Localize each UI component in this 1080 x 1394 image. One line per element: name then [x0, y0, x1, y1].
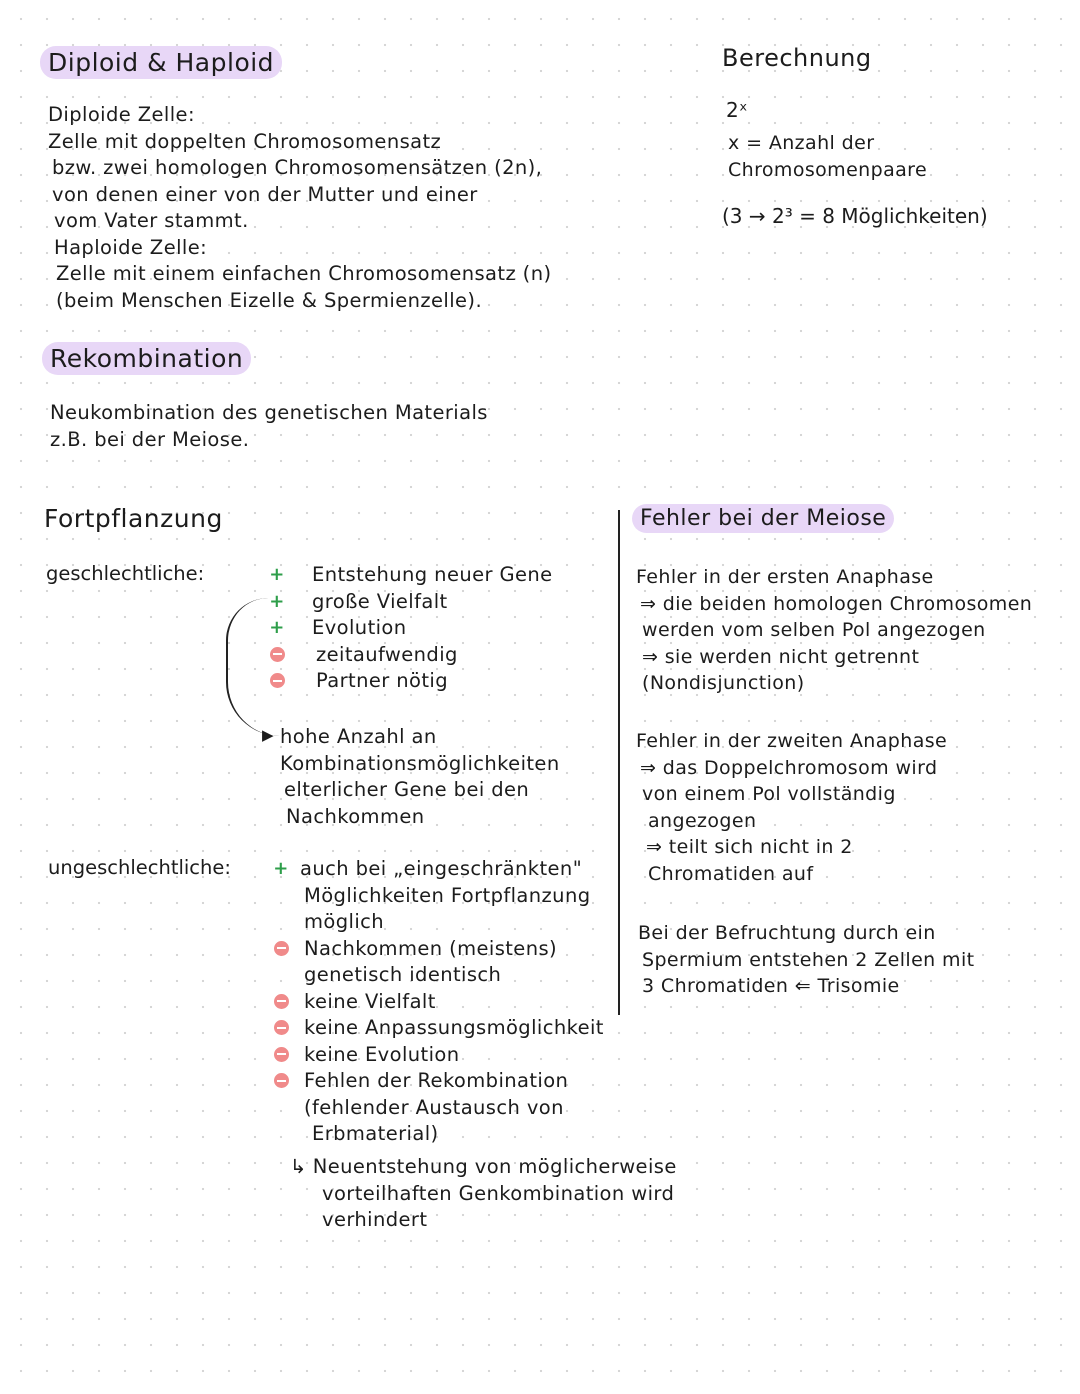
diploid-line: Zelle mit doppelten Chromosomensatz	[48, 129, 442, 153]
fehler-line: angezogen	[648, 809, 757, 832]
diploid-text	[48, 102, 551, 314]
fehler-line: werden vom selben Pol angezogen	[642, 619, 986, 641]
rekombination-line: Neukombination des genetischen Materials	[50, 401, 488, 424]
fehler-line: Fehler in der zweiten Anaphase	[636, 730, 948, 752]
con-item	[272, 989, 604, 1016]
fehler-line: Spermium entstehen 2 Zellen mit	[642, 948, 975, 971]
pro-item	[272, 856, 604, 883]
diploid-line: bzw. zwei homologen Chromosomensätzen (2n),	[52, 156, 543, 179]
diploid-line: vom Vater stammt.	[54, 209, 249, 232]
ungeschlechtliche-label: ungeschlechtliche:	[48, 856, 231, 879]
con-text: keine Evolution	[304, 1042, 460, 1066]
fehler-line: 3 Chromatiden ⇐ Trisomie	[642, 975, 900, 997]
fehler-line: (Nondisjunction)	[642, 672, 805, 694]
pro-text: Möglichkeiten Fortpflanzung	[304, 883, 591, 907]
fehler-line: ⇒ das Doppelchromosom wird	[640, 756, 938, 779]
berechnung-example: (3 → 2³ = 8 Möglichkeiten)	[722, 204, 988, 228]
minus-icon	[274, 1073, 289, 1088]
note-line: Nachkommen	[286, 804, 425, 828]
minus-icon	[274, 994, 289, 1009]
con-text: zeitaufwendig	[316, 642, 458, 666]
plus-icon: +	[273, 858, 289, 879]
formula: 2ˣ	[726, 98, 748, 122]
geschlechtliche-note	[280, 724, 560, 830]
plus-icon: +	[269, 590, 285, 612]
diploid-line: Zelle mit einem einfachen Chromosomensatz (n)	[56, 262, 552, 285]
berechnung-line: x = Anzahl der	[728, 132, 875, 154]
fehler-block-2	[636, 728, 947, 887]
fehler-line: Bei der Befruchtung durch ein	[638, 922, 936, 944]
ungeschlechtliche-note	[290, 1154, 677, 1234]
ungeschlechtliche-list	[272, 856, 604, 1148]
heading-berechnung: Berechnung	[722, 44, 872, 72]
con-item	[268, 642, 553, 669]
con-text: genetisch identisch	[304, 963, 502, 986]
diploid-line: Haploide Zelle:	[54, 235, 208, 259]
note-text: Neuentstehung von möglicherweise	[312, 1155, 677, 1178]
rekombination-text	[50, 400, 488, 453]
pro-text: auch bei „eingeschränkten"	[300, 857, 583, 880]
berechnung-line: Chromosomenpaare	[728, 158, 928, 181]
con-text: keine Vielfalt	[304, 989, 436, 1013]
diploid-line: (beim Menschen Eizelle & Spermienzelle).	[56, 288, 483, 312]
geschlechtliche-label: geschlechtliche:	[46, 562, 205, 585]
note-line: elterlicher Gene bei den	[284, 778, 530, 801]
fehler-line: Fehler in der ersten Anaphase	[636, 566, 934, 588]
pro-text: Entstehung neuer Gene	[312, 563, 553, 586]
con-item	[268, 668, 553, 695]
fehler-line: ⇒ die beiden homologen Chromosomen	[640, 592, 1033, 615]
con-text: Partner nötig	[316, 669, 448, 692]
fehler-block-3	[638, 920, 975, 1000]
con-text: (fehlender Austausch von	[304, 1095, 564, 1119]
fehler-line: ⇒ teilt sich nicht in 2	[646, 836, 853, 858]
column-divider	[618, 510, 620, 1015]
heading-rekombination: Rekombination	[42, 342, 251, 375]
fehler-block-1	[636, 564, 1032, 697]
note-line: hohe Anzahl an	[280, 725, 437, 748]
plus-icon: +	[269, 564, 285, 585]
note-line: vorteilhaften Genkombination wird	[322, 1181, 675, 1205]
rekombination-line: z.B. bei der Meiose.	[50, 427, 250, 451]
con-text: keine Anpassungsmöglichkeit	[304, 1016, 604, 1039]
con-text: Nachkommen (meistens)	[304, 936, 558, 960]
brace-arrow	[226, 598, 280, 736]
note-line: Kombinationsmöglichkeiten	[280, 751, 560, 775]
con-item	[272, 1042, 604, 1069]
heading-diploid-haploid: Diploid & Haploid	[40, 46, 282, 79]
minus-icon	[274, 1020, 289, 1035]
arrow-icon: ↳	[290, 1155, 307, 1178]
pro-text: möglich	[304, 910, 385, 933]
note-line	[290, 1154, 677, 1181]
fehler-line: ⇒ sie werden nicht getrennt	[642, 645, 920, 668]
plus-icon: +	[269, 617, 285, 638]
minus-icon	[274, 941, 289, 956]
diploid-line: Diploide Zelle:	[48, 103, 195, 126]
heading-fehler-meiose: Fehler bei der Meiose	[632, 504, 894, 533]
minus-icon	[274, 1047, 289, 1062]
arrow-head-icon: ▶	[262, 726, 274, 744]
pro-item	[268, 615, 553, 642]
diploid-line: von denen einer von der Mutter und einer	[52, 182, 478, 206]
con-text: Fehlen der Rekombination	[304, 1069, 569, 1092]
fehler-line: von einem Pol vollständig	[642, 783, 896, 805]
pro-item	[268, 589, 553, 616]
heading-fortpflanzung: Fortpflanzung	[44, 504, 223, 533]
pro-item	[268, 562, 553, 589]
con-item	[272, 936, 604, 963]
pro-text: große Vielfalt	[312, 589, 448, 613]
con-item	[272, 1068, 604, 1095]
berechnung-text	[728, 130, 927, 183]
con-item	[272, 1015, 604, 1042]
pro-text: Evolution	[312, 616, 407, 639]
fehler-line: Chromatiden auf	[648, 862, 814, 885]
con-text: Erbmaterial)	[312, 1122, 439, 1145]
geschlechtliche-list	[268, 562, 553, 695]
note-line: verhindert	[322, 1208, 428, 1231]
